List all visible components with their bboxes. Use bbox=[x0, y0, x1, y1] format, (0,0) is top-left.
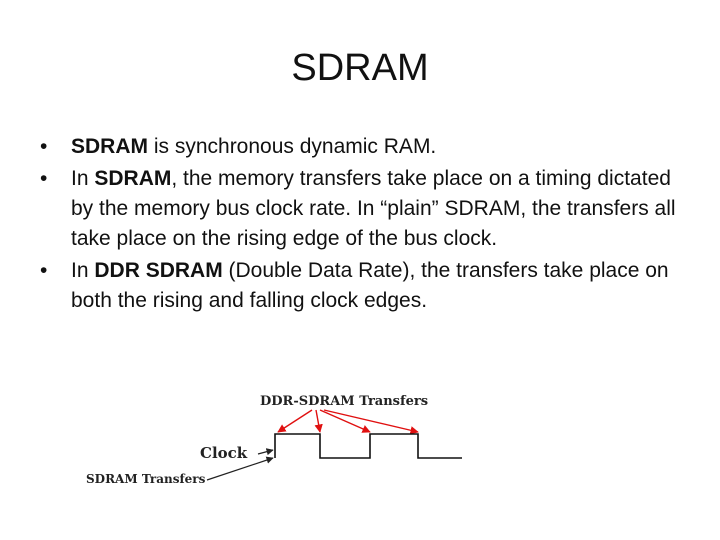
clock-label: Clock bbox=[200, 444, 248, 462]
bullet-text-bold: DDR SDRAM bbox=[94, 259, 223, 282]
ddr-transfer-arrows bbox=[278, 410, 418, 432]
ddr-timing-diagram bbox=[80, 388, 480, 498]
bullet-dot: • bbox=[40, 167, 48, 190]
bullet-dot: • bbox=[40, 259, 48, 282]
slide-title: SDRAM bbox=[291, 47, 429, 89]
bullet-item bbox=[40, 256, 680, 316]
clock-waveform bbox=[275, 434, 462, 458]
bullet-text-bold: SDRAM bbox=[71, 135, 148, 158]
bullet-text: In bbox=[71, 167, 95, 190]
bullet-item bbox=[40, 164, 680, 254]
bullet-item bbox=[40, 132, 680, 162]
bullet-text: , the memory transfers take place on a timing dictated by the memory bus clock rate. In “plain” SDRAM, the transfers all take place on the rising edge of the bus clock. bbox=[71, 167, 676, 250]
ddr-transfers-label: DDR-SDRAM Transfers bbox=[260, 394, 429, 409]
bullet-list bbox=[40, 132, 680, 318]
bullet-dot: • bbox=[40, 135, 48, 158]
bullet-text: In bbox=[71, 259, 95, 282]
bullet-text: (Double Data Rate), the transfers take place on both the rising and falling clock edges. bbox=[71, 259, 669, 312]
bullet-text-bold: SDRAM bbox=[94, 167, 172, 190]
sdram-transfers-label: SDRAM Transfers bbox=[86, 472, 206, 486]
bullet-text: is synchronous dynamic RAM. bbox=[148, 135, 437, 158]
